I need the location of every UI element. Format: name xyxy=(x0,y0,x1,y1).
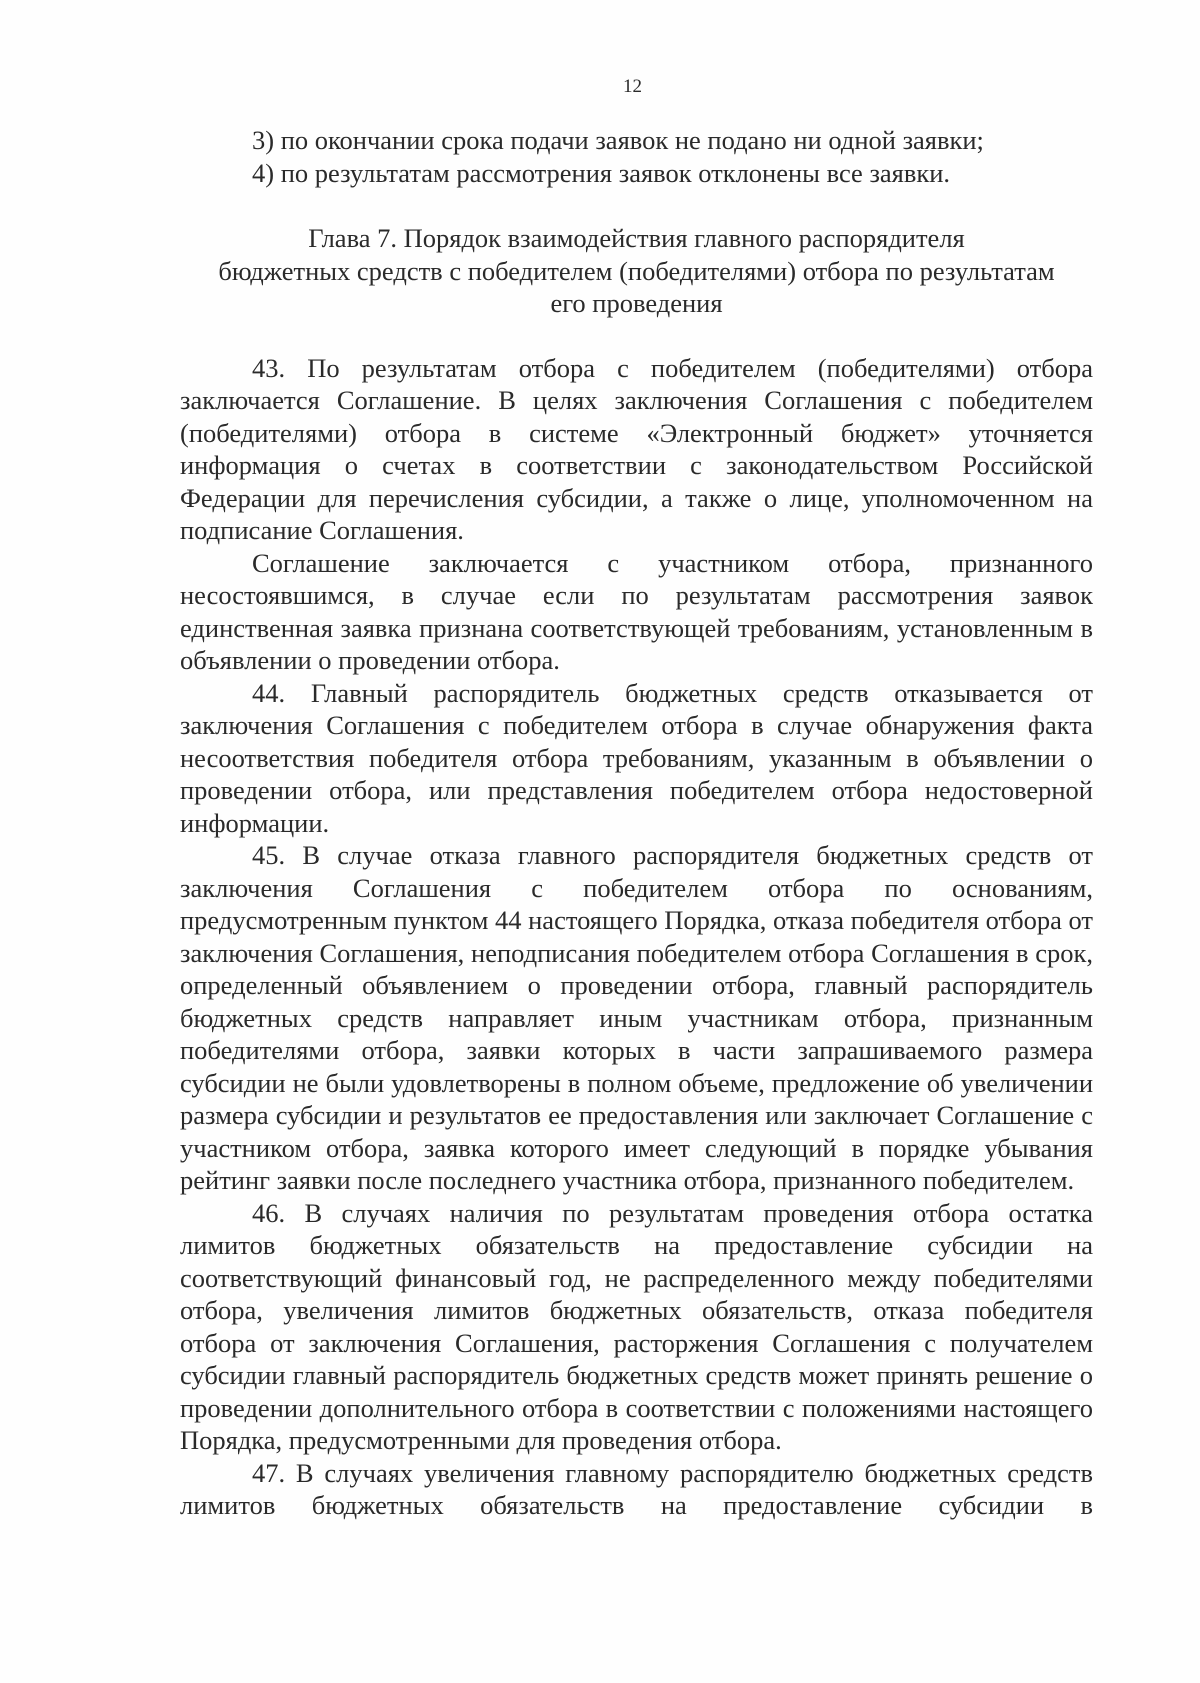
list-item: 3) по окончании срока подачи заявок не подано ни одной заявки; xyxy=(252,125,984,155)
chapter-heading xyxy=(180,222,1093,320)
paragraph-45: 45. В случае отказа главного распорядителя бюджетных средств от заключения Соглашения с победителем отбора по основаниям, предусмотренным пунктом 44 настоящего Порядка, отказа победителя отбора от заключения Соглашения, неподписания победителем отбора Соглашения в срок, определенный объявлением о проведении отбора, главный распорядитель бюджетных средств направляет иным участникам отбора, признанным победителями отбора, заявки которых в части запрашиваемого размера субсидии не были удовлетворены в полном объеме, предложение об увеличении размера субсидии и результатов ее предоставления или заключает Соглашение с участником отбора, заявка которого имеет следующий в порядке убывания рейтинг заявки после последнего участника отбора, признанного победителем. xyxy=(180,840,1093,1195)
paragraph-43: 43. По результатам отбора с победителем (победителями) отбора заключается Соглашение. В целях заключения Соглашения с победителем (победителями) отбора в системе «Электронный бюджет» уточняется информация о счетах в соответствии с законодательством Российской Федерации для перечисления субсидии, а также о лице, уполномоченном на подписание Соглашения. xyxy=(180,352,1093,545)
chapter-heading-line: Глава 7. Порядок взаимодействия главного распорядителя xyxy=(308,223,965,253)
page-number: 12 xyxy=(623,76,642,97)
chapter-heading-line: бюджетных средств с победителем (победителями) отбора по результатам xyxy=(218,255,1055,286)
paragraph-44: 44. Главный распорядитель бюджетных средств отказывается от заключения Соглашения с победителем отбора в случае обнаружения факта несоответствия победителя отбора требованиям, указанным в объявлении о проведении отбора, или представления победителем отбора недостоверной информации. xyxy=(180,677,1093,838)
document-body xyxy=(180,124,1093,1522)
chapter-heading-line: его проведения xyxy=(550,288,723,318)
paragraph-47: 47. В случаях увеличения главному распорядителю бюджетных средств лимитов бюджетных обязательств на предоставление субсидии в xyxy=(180,1457,1093,1520)
list-item: 4) по результатам рассмотрения заявок отклонены все заявки. xyxy=(252,157,951,188)
paragraph-43-continuation: Соглашение заключается с участником отбора, признанного несостоявшимся, в случае если по результатам рассмотрения заявок единственная заявка признана соответствующей требованиям, установленным в объявлении о проведении отбора. xyxy=(180,547,1093,675)
paragraph-46: 46. В случаях наличия по результатам проведения отбора остатка лимитов бюджетных обязательств на предоставление субсидии на соответствующий финансовый год, не распределенного между победителями отбора, увеличения лимитов бюджетных обязательств, отказа победителя отбора от заключения Соглашения, расторжения Соглашения с получателем субсидии главный распорядитель бюджетных средств может принять решение о проведении дополнительного отбора в соответствии с положениями настоящего Порядка, предусмотренными для проведения отбора. xyxy=(180,1197,1093,1455)
